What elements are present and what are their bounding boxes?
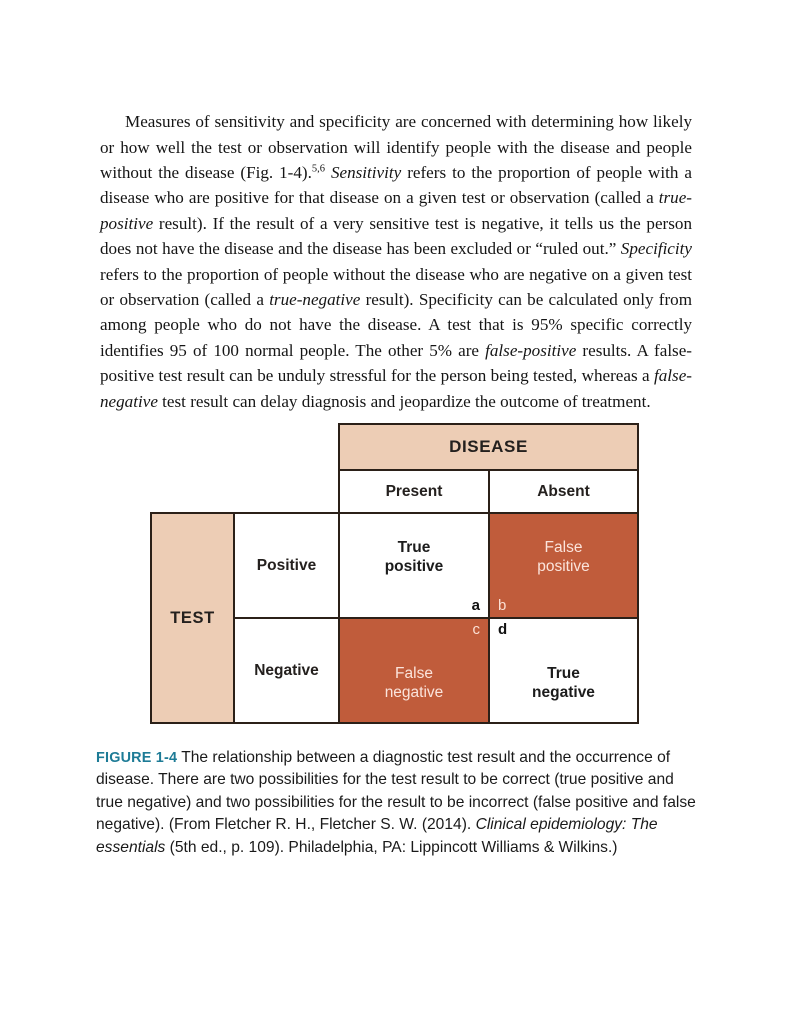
cell-true-positive-letter: a [471,597,480,614]
cell-true-positive-label: True positive [384,539,444,575]
column-header-absent: Absent [488,469,639,514]
cell-false-negative-letter: c [472,621,480,638]
contingency-table [150,423,639,724]
column-header-present: Present [338,469,490,514]
cell-true-negative [488,617,639,724]
cell-false-positive-label: False positive [537,539,590,575]
figure-caption-number: FIGURE 1-4 [96,749,178,766]
cell-false-positive [488,512,639,619]
row-header-positive: Positive [233,512,340,619]
row-header-negative: Negative [233,617,340,724]
cell-false-negative [338,617,490,724]
test-group-header: TEST [150,512,235,724]
cell-true-positive [338,512,490,619]
cell-true-negative-letter: d [498,621,508,638]
figure-caption [96,747,696,860]
disease-group-header: DISEASE [338,423,639,471]
figure-1-4 [150,423,639,724]
cell-true-negative-label: True negative [532,665,595,701]
figure-caption-body: The relationship between a diagnostic test result and the occurrence of disease. There are two possibilities for the test result to be correct (true positive and true negative) and two possibilities for the result to be incorrect (false positive and false negative). (From Fletcher R. H., Fletcher S. W. (2014). Clinical epidemiology: The essentials (5th ed., p. 109). Philadelphia, PA: Lippincott Williams & Wilkins.) [96,748,696,856]
cell-false-positive-letter: b [498,597,507,614]
body-paragraph: Measures of sensitivity and specificity are concerned with determining how likely or how well the test or observation will identify people with the disease and people without the disease (Fig. 1-4).$^{5,6}$ Sensitivity refers to the proportion of people with a disease who are positive for that disease on a given test or observation (called a true-positive result). If the result of a very sensitive test is negative, it tells us the person does not have the disease and the disease has been excluded or “ruled out.” Specificity refers to the proportion of people without the disease who are negative on a given test or observation (called a true-negative result). Specificity can be calculated only from among people who do not have the disease. A test that is 95% specific correctly identifies 95 of 100 normal people. The other 5% are false-positive results. A false-positive test result can be unduly stressful for the person being tested, whereas a false-negative test result can delay diagnosis and jeopardize the outcome of treatment. [100,112,693,411]
cell-false-negative-label: False negative [384,665,444,701]
